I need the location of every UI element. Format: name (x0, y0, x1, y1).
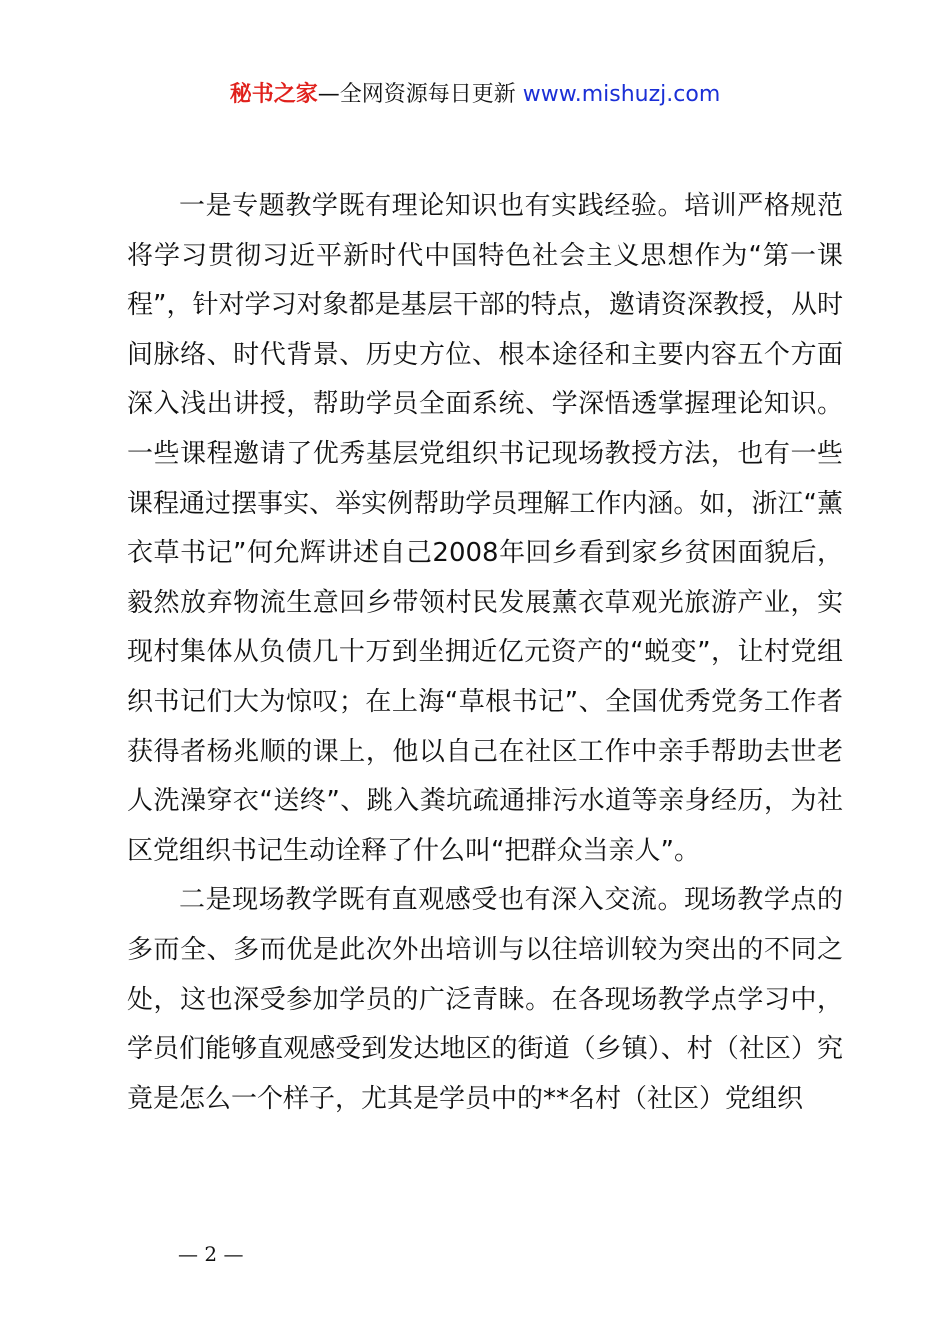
header-tagline: —全网资源每日更新 (317, 82, 516, 107)
site-url-link[interactable]: www.mishuzj.com (522, 82, 721, 107)
site-header (0, 80, 950, 110)
paragraph-2: 二是现场教学既有直观感受也有深入交流。现场教学点的多而全、多而优是此次外出培训与以往培训较为突出的不同之处，这也深受参加学员的广泛青睐。在各现场教学点学习中，学员们能够直观感受到发达地区的街道（乡镇）、村（社区）究竟是怎么一个样子，尤其是学员中的**名村（社区）党组织 (127, 885, 843, 1114)
paragraph-1: 一是专题教学既有理论知识也有实践经验。培训严格规范将学习贯彻习近平新时代中国特色社会主义思想作为“第一课程”，针对学习对象都是基层干部的特点，邀请资深教授，从时间脉络、时代背景、历史方位、根本途径和主要内容五个方面深入浅出讲授，帮助学员全面系统、学深悟透掌握理论知识。一些课程邀请了优秀基层党组织书记现场教授方法，也有一些课程通过摆事实、举实例帮助学员理解工作内涵。如，浙江“薰衣草书记”何允辉讲述自己2008年回乡看到家乡贫困面貌后，毅然放弃物流生意回乡带领村民发展薰衣草观光旅游产业，实现村集体从负债几十万到坐拥近亿元资产的“蜕变”，让村党组织书记们大为惊叹；在上海“草根书记”、全国优秀党务工作者获得者杨兆顺的课上，他以自己在社区工作中亲手帮助去世老人洗澡穿衣“送终”、跳入粪坑疏通排污水道等亲身经历，为社区党组织书记生动诠释了什么叫“把群众当亲人”。 (127, 191, 843, 866)
page-number: — 2 — (178, 1242, 244, 1266)
document-body (127, 182, 843, 1124)
brand-name: 秘书之家 (229, 82, 318, 107)
